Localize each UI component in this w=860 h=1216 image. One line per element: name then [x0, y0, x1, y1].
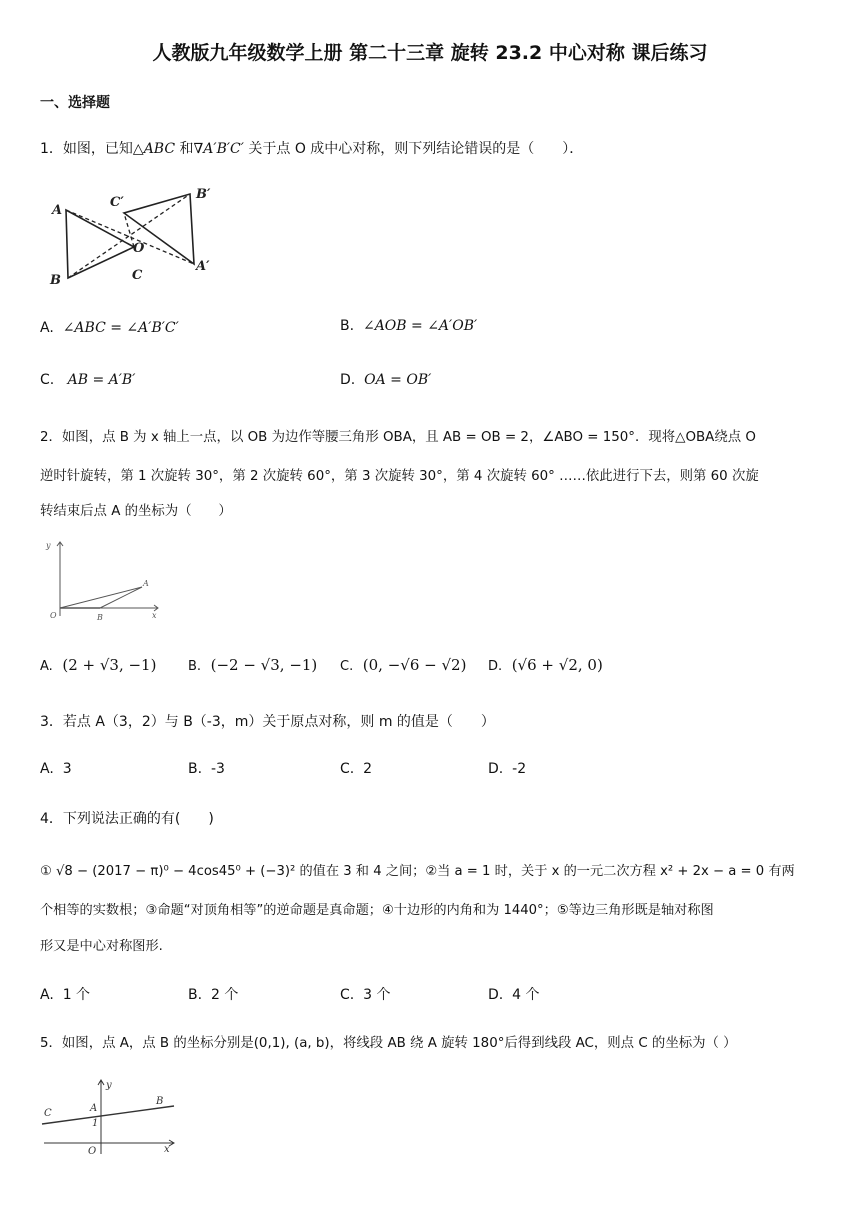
q2-figure [40, 536, 170, 626]
q2-axis-x: x [152, 611, 157, 620]
q2-option-a: A. (2 + √3, −1) [40, 656, 157, 674]
q5-figure [36, 1076, 186, 1160]
q2-line-1: 2．如图，点 B 为 x 轴上一点，以 OB 为边作等腰三角形 OBA，且 AB = OB = 2，∠ABO = 150°．现将△OBA绕点 O [40, 430, 756, 445]
q1-option-d: D. OA = OB′ [340, 372, 432, 388]
question-4: 4．下列说法正确的有( ) [40, 811, 214, 827]
q1-label-o: O [133, 241, 145, 256]
q5-label-one: 1 [92, 1118, 99, 1129]
q5-label-o: O [88, 1146, 97, 1157]
q1-figure [40, 180, 240, 290]
q3-option-d: D. -2 [488, 761, 527, 777]
q1-option-b: B. ∠AOB = ∠A′OB′ [340, 318, 478, 334]
q2-label-o: O [50, 611, 57, 620]
q4-option-c: C. 3 个 [340, 987, 391, 1003]
q1-option-a: A. ∠ABC = ∠A′B′C′ [40, 320, 179, 336]
q2-option-b: B. (−2 − √3, −1) [188, 656, 318, 674]
q5-label-c: C [44, 1108, 52, 1119]
q1-mid: 和 [175, 141, 194, 157]
q2-option-c: C. (0, −√6 − √2) [340, 656, 467, 674]
q1-prefix: 1．如图，已知 [40, 141, 133, 157]
q4-line-2: 个相等的实数根；③命题“对顶角相等”的逆命题是真命题；④十边形的内角和为 1440°；⑤等边三角形既是轴对称图 [40, 903, 714, 918]
q4-line-1: ① √8 − (2017 − π)⁰ − 4cos45⁰ + (−3)² 的值在 3 和 4 之间；②当 a = 1 时，关于 x 的一元二次方程 x² + 2x − a = 0 有两 [40, 864, 795, 879]
q1-label-a-prime: A′ [196, 259, 210, 274]
q4-option-b: B. 2 个 [188, 987, 239, 1003]
q1-label-b-prime: B′ [196, 187, 211, 202]
question-5: 5．如图，点 A，点 B 的坐标分别是(0,1), (a, b)，将线段 AB 绕 A 旋转 180°后得到线段 AC，则点 C 的坐标为（ ） [40, 1036, 737, 1051]
q1-label-a: A [52, 203, 63, 218]
q3-option-b: B. -3 [188, 761, 225, 777]
q2-line-3: 转结束后点 A 的坐标为（ ） [40, 504, 232, 519]
q3-option-a: A. 3 [40, 761, 72, 777]
q5-label-a: A [90, 1103, 98, 1114]
q1-triangle-2: ∇A′B′C′ [193, 141, 244, 157]
q3-option-c: C. 2 [340, 761, 373, 777]
q4-option-d: D. 4 个 [488, 987, 540, 1003]
section-heading: 一、选择题 [40, 95, 110, 111]
q4-line-3: 形又是中心对称图形. [40, 939, 163, 954]
q5-axis-x: x [164, 1144, 170, 1155]
question-3: 3．若点 A（3，2）与 B（-3，m）关于原点对称，则 m 的值是（ ） [40, 714, 495, 730]
q1-option-c: C. AB = A′B′ [40, 372, 136, 388]
q2-option-d: D. (√6 + √2, 0) [488, 656, 603, 674]
q1-label-b: B [50, 273, 61, 288]
question-1 [40, 138, 583, 158]
q1-label-c: C [132, 268, 143, 283]
q1-suffix: 关于点 O 成中心对称，则下列结论错误的是（ ）． [243, 141, 584, 157]
q5-axis-y: y [106, 1080, 112, 1091]
q1-triangle-1: △ABC [132, 141, 176, 157]
q2-axis-y: y [46, 541, 51, 550]
q1-label-c-prime: C′ [110, 195, 124, 210]
q5-label-b: B [156, 1096, 164, 1107]
q1-triangle-abc [66, 210, 134, 278]
q2-label-b: B [97, 613, 103, 622]
page-title: 人教版九年级数学上册 第二十三章 旋转 23.2 中心对称 课后练习 [152, 42, 708, 64]
q4-option-a: A. 1 个 [40, 987, 91, 1003]
q2-line-2: 逆时针旋转，第 1 次旋转 30°，第 2 次旋转 60°，第 3 次旋转 30°，第 4 次旋转 60° ……依此进行下去，则第 60 次旋 [40, 469, 759, 484]
q2-label-a: A [143, 579, 149, 588]
